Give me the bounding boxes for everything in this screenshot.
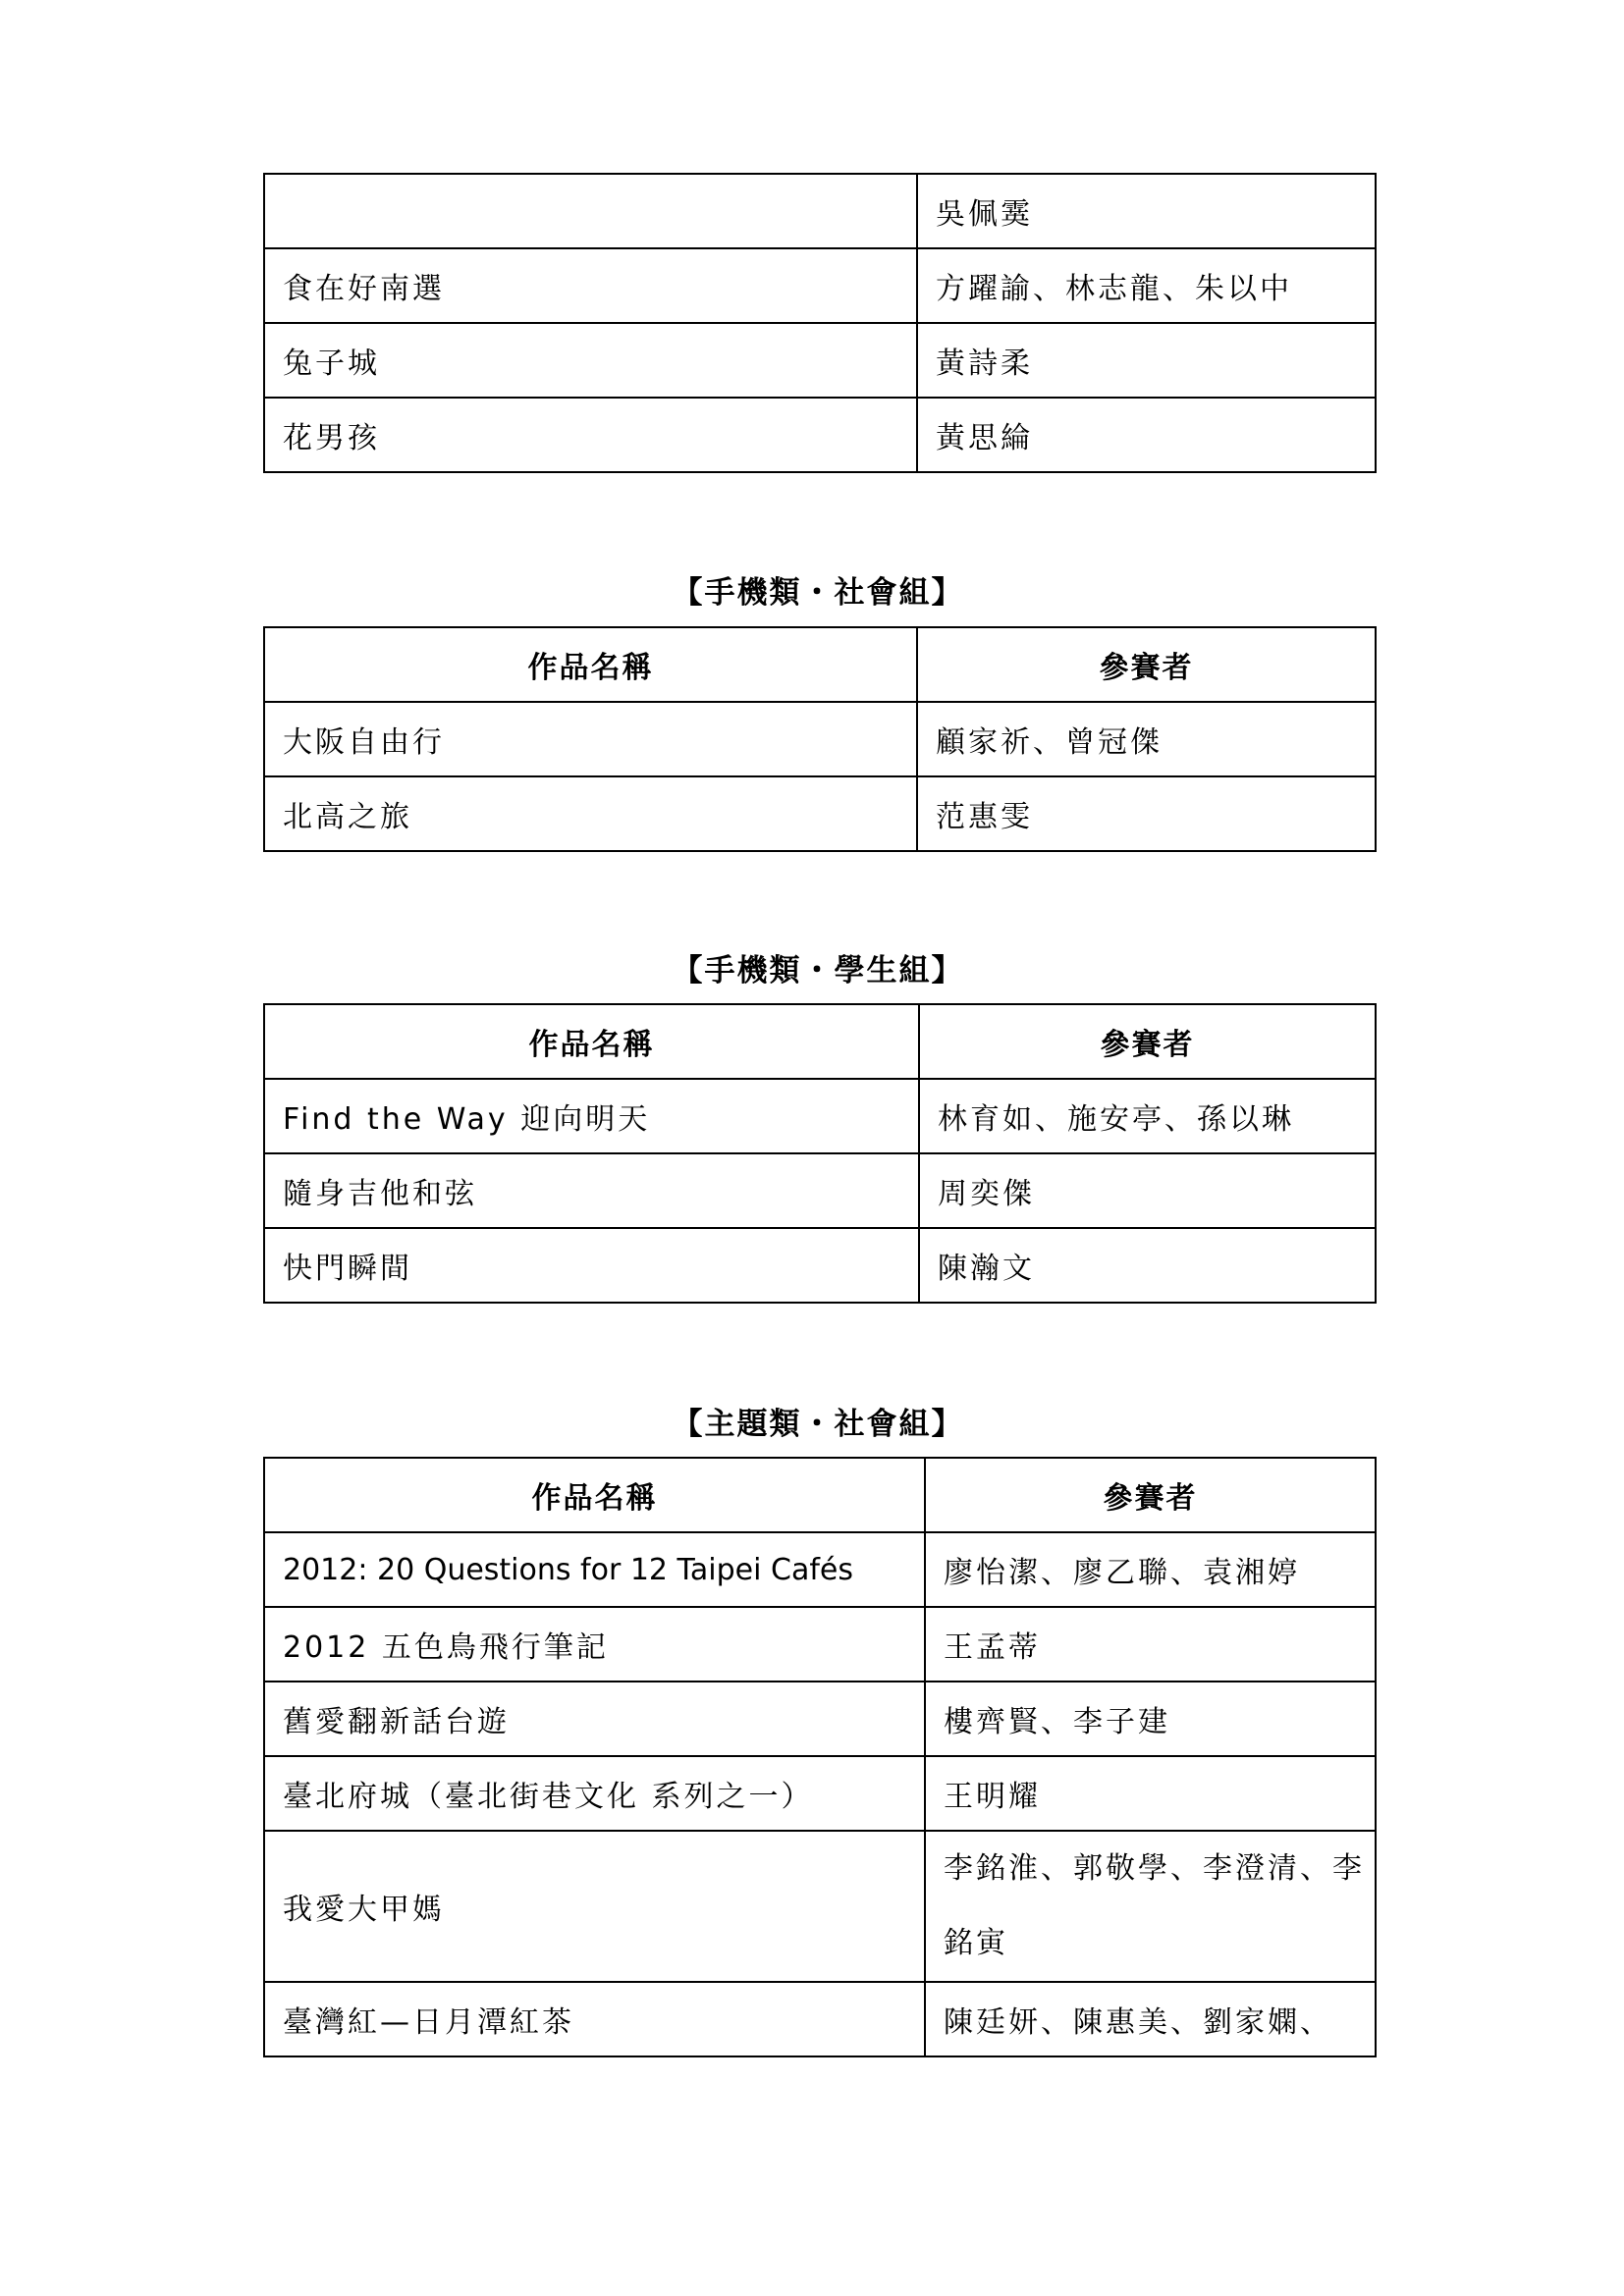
- entry-title-cell: 兔子城: [264, 323, 917, 398]
- participants-cell: 王孟蒂: [925, 1607, 1376, 1682]
- table-header-row: [264, 1004, 1376, 1079]
- participants-cell: 方躍諭、林志龍、朱以中: [917, 248, 1376, 323]
- column-header-title: 作品名稱: [264, 627, 917, 702]
- entry-title-cell: 臺灣紅—日月潭紅茶: [264, 1982, 925, 2056]
- column-header-participants: 參賽者: [917, 627, 1376, 702]
- entry-title-cell: 花男孩: [264, 398, 917, 472]
- participants-cell: 樓齊賢、李子建: [925, 1682, 1376, 1756]
- participants-cell: 李銘淮、郭敬學、李澄清、李銘寅: [925, 1831, 1376, 1982]
- continued-table: [263, 173, 1377, 473]
- table-row: [264, 776, 1376, 851]
- entry-title-cell: Find the Way 迎向明天: [264, 1079, 919, 1153]
- table-row: [264, 398, 1376, 472]
- entry-title-cell: 2012: 20 Questions for 12 Taipei Cafés: [264, 1532, 925, 1607]
- table-row: [264, 1982, 1376, 2056]
- participants-cell: 周奕傑: [919, 1153, 1376, 1228]
- table-header-row: [264, 627, 1376, 702]
- entry-title-cell: 快門瞬間: [264, 1228, 919, 1303]
- awards-table: [263, 626, 1377, 852]
- participants-cell: 黃詩柔: [917, 323, 1376, 398]
- participants-cell: 吳佩霙: [917, 174, 1376, 248]
- table-row: [264, 1607, 1376, 1682]
- column-header-title: 作品名稱: [264, 1004, 919, 1079]
- participants-cell: 陳廷妍、陳惠美、劉家嫻、: [925, 1982, 1376, 2056]
- table-row: [264, 1682, 1376, 1756]
- table-row: [264, 1153, 1376, 1228]
- table-row: [264, 1756, 1376, 1831]
- column-header-participants: 參賽者: [919, 1004, 1376, 1079]
- participants-cell: 廖怡潔、廖乙聯、袁湘婷: [925, 1532, 1376, 1607]
- table-header-row: [264, 1458, 1376, 1532]
- entry-title-cell: 大阪自由行: [264, 702, 917, 776]
- entry-title-cell: 2012 五色鳥飛行筆記: [264, 1607, 925, 1682]
- participants-cell: 王明耀: [925, 1756, 1376, 1831]
- table-row: [264, 174, 1376, 248]
- table-row: [264, 1532, 1376, 1607]
- column-header-participants: 參賽者: [925, 1458, 1376, 1532]
- participants-cell: 顧家祈、曾冠傑: [917, 702, 1376, 776]
- entry-title-cell: 隨身吉他和弦: [264, 1153, 919, 1228]
- entry-title-cell: 北高之旅: [264, 776, 917, 851]
- awards-table: [263, 1003, 1377, 1304]
- entry-title-cell: [264, 174, 917, 248]
- participants-cell: 林育如、施安亭、孫以琳: [919, 1079, 1376, 1153]
- entry-title-cell: 我愛大甲媽: [264, 1831, 925, 1982]
- section-title: 【手機類・學生組】: [672, 953, 964, 988]
- participants-cell: 黃思綸: [917, 398, 1376, 472]
- table-row: [264, 323, 1376, 398]
- participants-cell: 陳瀚文: [919, 1228, 1376, 1303]
- entry-title-cell: 臺北府城（臺北街巷文化 系列之一）: [264, 1756, 925, 1831]
- table-row: [264, 1079, 1376, 1153]
- awards-table: [263, 1457, 1377, 2057]
- entry-title-cell: 食在好南選: [264, 248, 917, 323]
- entry-title-cell: 舊愛翻新話台遊: [264, 1682, 925, 1756]
- column-header-title: 作品名稱: [264, 1458, 925, 1532]
- table-row: [264, 702, 1376, 776]
- participants-cell: 范惠雯: [917, 776, 1376, 851]
- section-title: 【主題類・社會組】: [672, 1407, 964, 1442]
- section-title: 【手機類・社會組】: [672, 575, 964, 611]
- table-row: [264, 1228, 1376, 1303]
- table-row: [264, 248, 1376, 323]
- table-row: [264, 1831, 1376, 1982]
